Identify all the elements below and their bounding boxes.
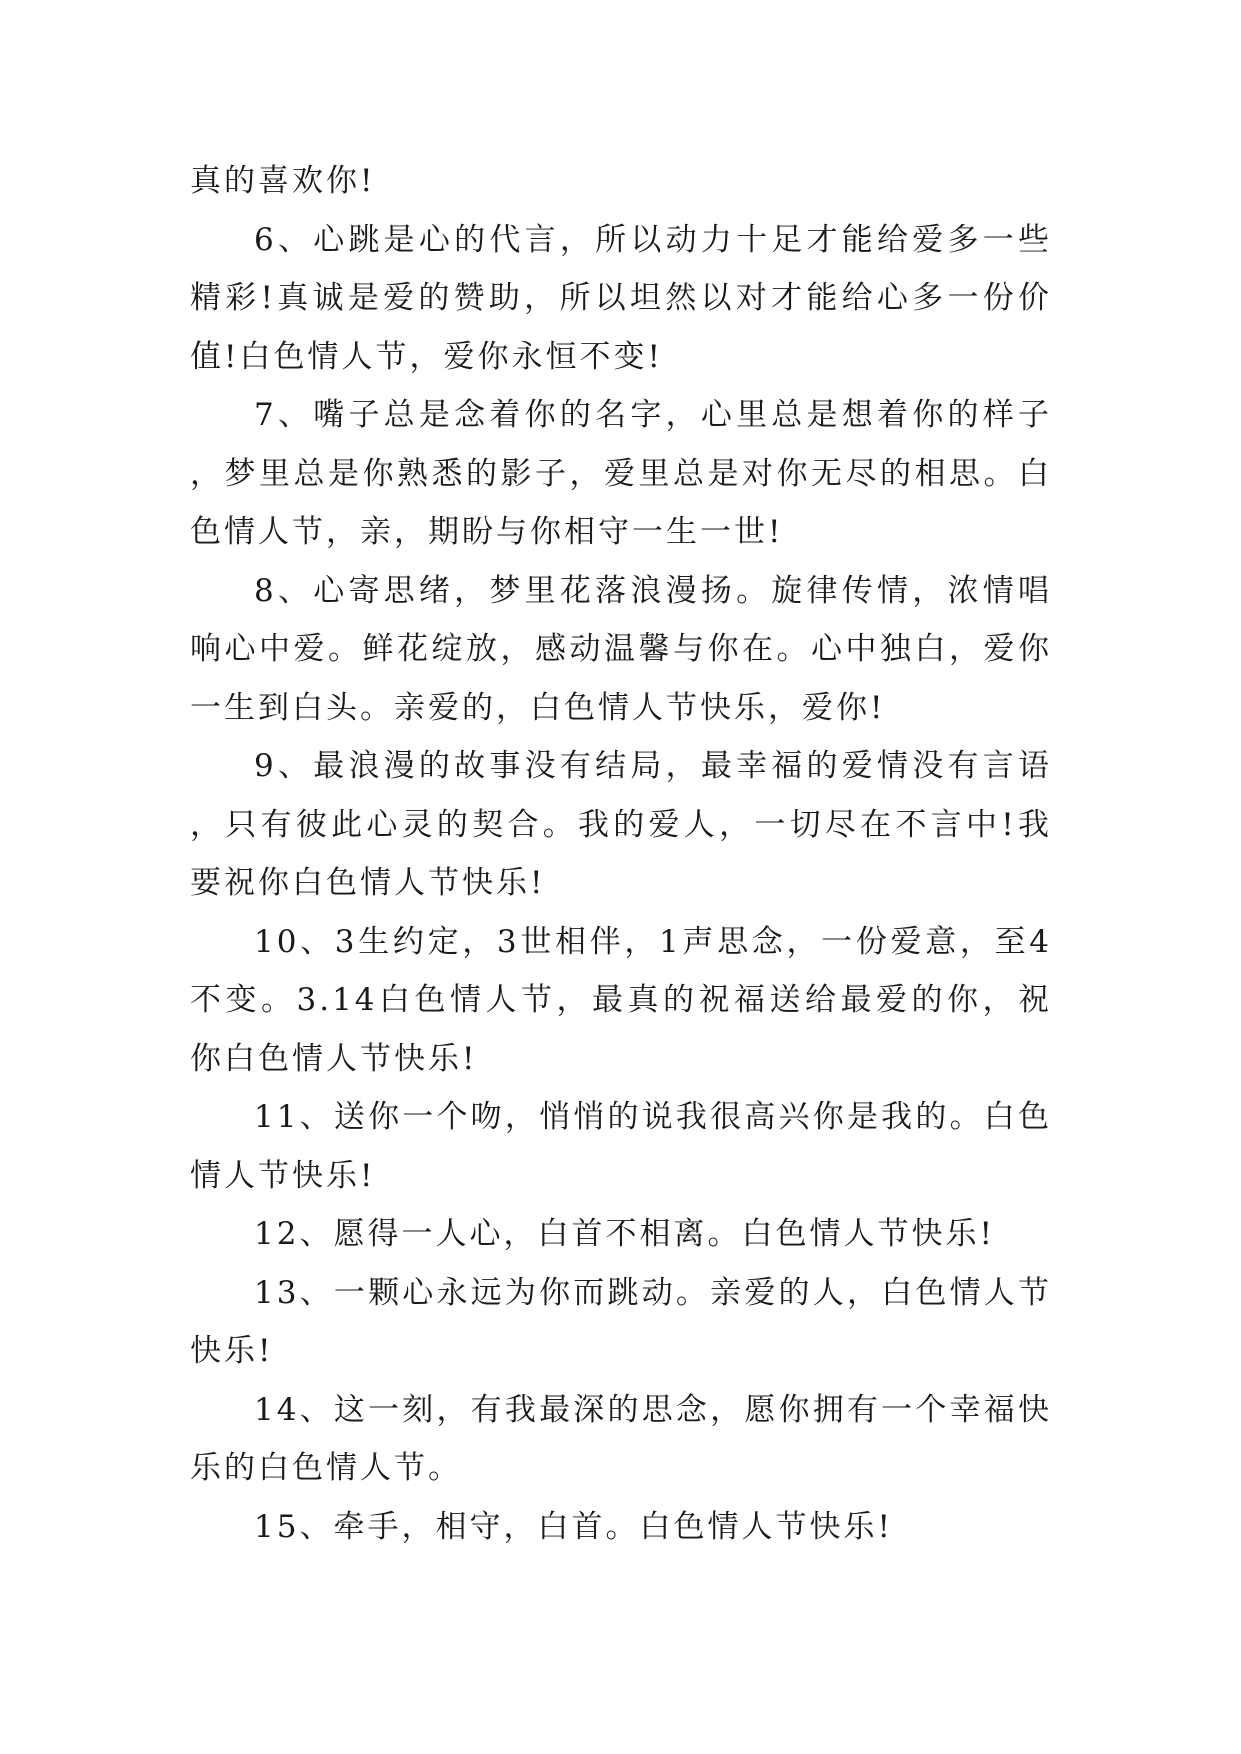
paragraph-item-7: 7、嘴子总是念着你的名字，心里总是想着你的样子，梦里总是你熟悉的影子，爱里总是对你无尽的相思。白色情人节，亲，期盼与你相守一生一世!	[190, 397, 1052, 550]
paragraph-item-10: 10、3生约定，3世相伴，1声思念，一份爱意，至4不变。3.14白色情人节，最真的祝福送给最爱的你，祝你白色情人节快乐!	[190, 923, 1052, 1077]
paragraph-item-15: 15、牵手，相守，白首。白色情人节快乐!	[254, 1508, 893, 1545]
paragraph-item-9: 9、最浪漫的故事没有结局，最幸福的爱情没有言语，只有彼此心灵的契合。我的爱人，一切尽在不言中!我要祝你白色情人节快乐!	[190, 748, 1052, 901]
paragraph-item-6: 6、心跳是心的代言，所以动力十足才能给爱多一些精彩!真诚是爱的赞助，所以坦然以对才能给心多一份价值!白色情人节，爱你永恒不变!	[190, 221, 1052, 375]
paragraph-item-14: 14、这一刻，有我最深的思念，愿你拥有一个幸福快乐的白色情人节。	[190, 1391, 1052, 1486]
paragraph-item-12: 12、愿得一人心，白首不相离。白色情人节快乐!	[254, 1216, 995, 1252]
paragraph-item-8: 8、心寄思绪，梦里花落浪漫扬。旋律传情，浓情唱响心中爱。鲜花绽放，感动温馨与你在。心中独白，爱你一生到白头。亲爱的，白色情人节快乐，爱你!	[190, 572, 1052, 726]
paragraph-item-11: 11、送你一个吻，悄悄的说我很高兴你是我的。白色情人节快乐!	[190, 1099, 1052, 1194]
document-body	[190, 152, 1052, 1556]
paragraph-continuation: 真的喜欢你!	[190, 163, 376, 199]
paragraph-item-13: 13、一颗心永远为你而跳动。亲爱的人，白色情人节快乐!	[190, 1274, 1052, 1369]
